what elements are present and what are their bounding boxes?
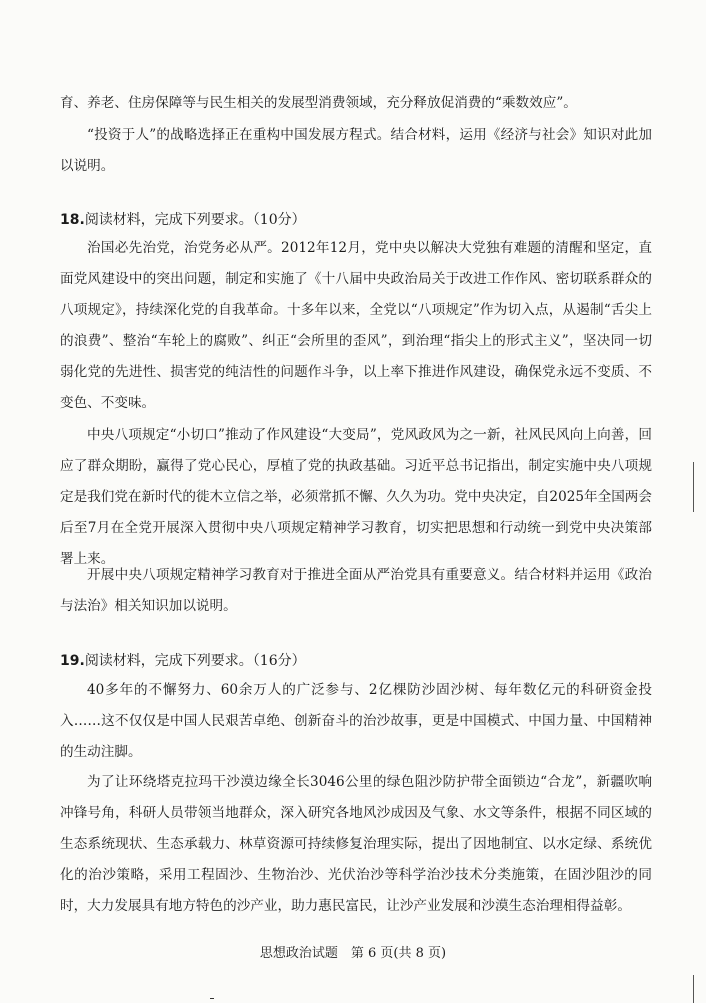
q18-header bbox=[60, 210, 306, 230]
page-footer: 思想政治试题 第 6 页(共 8 页) bbox=[259, 946, 447, 961]
q19-instruction: 阅读材料，完成下列要求。（16分） bbox=[84, 653, 306, 669]
q19-header bbox=[60, 651, 306, 671]
q19-paragraph-2: 为了让环绕塔克拉玛干沙漠边缘全长3046公里的绿色阻沙防护带全面锁边“合龙”，新疆吹响冲锋号角，科研人员带领当地群众，深入研究各地风沙成因及气象、水文等条件，根据不同区域的生态系统现状、生态承载力、林草资源可持续修复治理实际，提出了因地制宜、以水定绿、系统优化的治沙策略，采用工程固沙、生物治沙、光伏治沙等科学治沙技术分类施策，在固沙阻沙的同时，大力发展具有地方特色的沙产业，助力惠民富民，让沙产业发展和沙漠生态治理相得益彰。 bbox=[60, 774, 652, 914]
intro-continuation: 育、养老、住房保障等与民生相关的发展型消费领域，充分释放促消费的“乘数效应”。 bbox=[60, 95, 577, 111]
q19-number: 19. bbox=[60, 653, 85, 669]
q18-question: 开展中央八项规定精神学习教育对于推进全面从严治党具有重要意义。结合材料并运用《政治与法治》相关知识加以说明。 bbox=[60, 567, 652, 614]
q19-paragraph-1: 40多年的不懈努力、60余万人的广泛参与、2亿棵防沙固沙树、每年数亿元的科研资金投入……这不仅仅是中国人民艰苦卓绝、创新奋斗的治沙故事，更是中国模式、中国力量、中国精神的生动注脚。 bbox=[60, 682, 652, 760]
scan-mark bbox=[210, 998, 214, 999]
margin-line-bottom bbox=[693, 975, 694, 1003]
q18-number: 18. bbox=[60, 212, 85, 228]
margin-line bbox=[693, 462, 694, 512]
q18-instruction: 阅读材料，完成下列要求。（10分） bbox=[84, 212, 306, 228]
q18-paragraph-2: 中央八项规定“小切口”推动了作风建设“大变局”，党风政风为之一新，社风民风向上向善，回应了群众期盼，赢得了党心民心，厚植了党的执政基础。习近平总书记指出，制定实施中央八项规定是我们党在新时代的徙木立信之举，必须常抓不懈、久久为功。党中央决定，自2025年全国两会后至7月在全党开展深入贯彻中央八项规定精神学习教育，切实把思想和行动统一到党中央决策部署上来。 bbox=[60, 427, 652, 567]
q18-paragraph-1: 治国必先治党，治党务必从严。2012年12月，党中央以解决大党独有难题的清醒和坚定，直面党风建设中的突出问题，制定和实施了《十八届中央政治局关于改进工作作风、密切联系群众的八项规定》，持续深化党的自我革命。十多年以来，全党以“八项规定”作为切入点，从遏制“舌尖上的浪费”、整治“车轮上的腐败”、纠正“会所里的歪风”，到治理“指尖上的形式主义”，坚决同一切弱化党的先进性、损害党的纯洁性的问题作斗争，以上率下推进作风建设，确保党永远不变质、不变色、不变味。 bbox=[60, 240, 652, 411]
intro-question: “投资于人”的战略选择正在重构中国发展方程式。结合材料，运用《经济与社会》知识对此加以说明。 bbox=[60, 127, 652, 174]
